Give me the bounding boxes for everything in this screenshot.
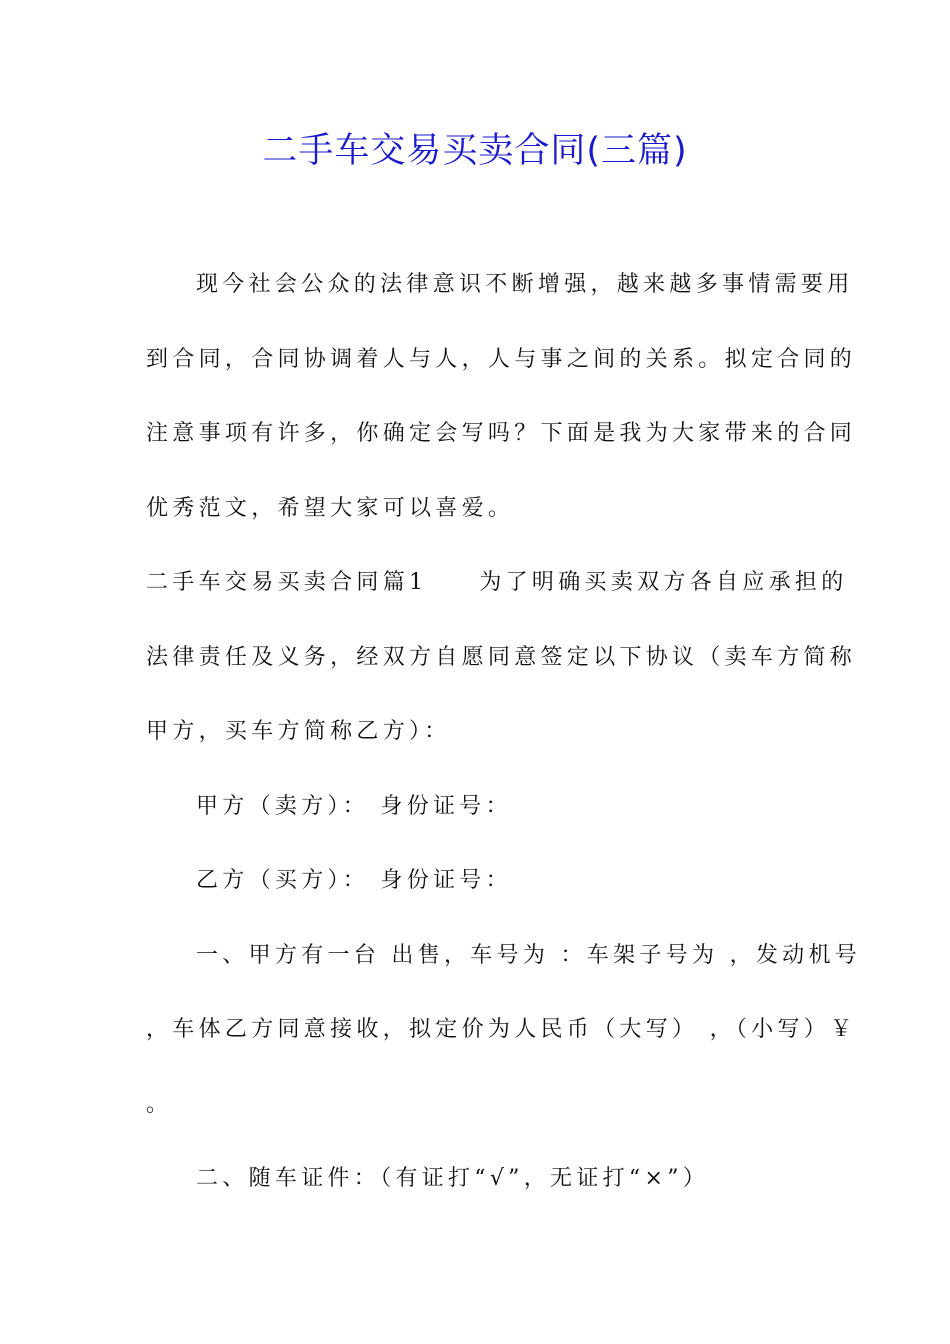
section-paragraph-line: 法律责任及义务，经双方自愿同意签定以下协议（卖车方简称: [146, 644, 857, 670]
party-b-line: 乙方（买方）： 身份证号：: [196, 868, 512, 893]
clause-two-line: 二、随车证件：（有证打“√”，无证打“×”）: [196, 1166, 710, 1191]
section-heading-line: [146, 560, 848, 635]
party-a-line: 甲方（卖方）： 身份证号：: [196, 793, 512, 819]
intro-paragraph-line: 现今社会公众的法律意识不断增强，越来越多事情需要用: [196, 272, 854, 297]
clause-one-line: 。: [146, 1091, 173, 1117]
intro-paragraph-line: 注意事项有许多，你确定会写吗？下面是我为大家带来的合同: [146, 421, 857, 446]
section-heading: 二手车交易买卖合同篇1: [146, 570, 428, 595]
document-title: 二手车交易买卖合同(三篇): [262, 131, 688, 171]
intro-paragraph-line: 到合同，合同协调着人与人，人与事之间的关系。拟定合同的: [146, 346, 857, 372]
clause-one-line: 一、甲方有一台 出售，车号为 ：车架子号为 ，发动机号: [196, 942, 862, 968]
section-text: 为了明确买卖双方各自应承担的: [479, 570, 848, 595]
clause-one-line: ，车体乙方同意接收，拟定价为人民币（大写） ，（小写）￥: [146, 1017, 857, 1042]
document-body: [146, 262, 862, 1231]
section-paragraph-line: 甲方，买车方简称乙方）：: [146, 719, 451, 744]
intro-paragraph-line: 优秀范文，希望大家可以喜爱。: [146, 495, 515, 521]
